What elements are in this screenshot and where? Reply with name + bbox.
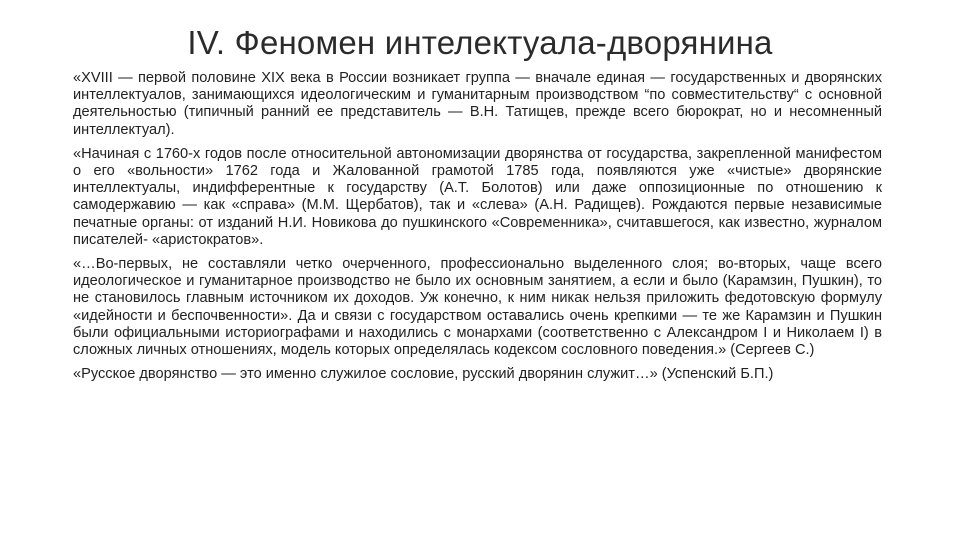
paragraph-1: «XVIII — первой половине XIX века в России возникает группа — вначале единая — государственных и дворянских интеллектуалов, занимающихся идеологическим и гуманитарным производством “по совместительству“ с основной деятельностью (типичный ранний ее представитель — В.Н. Татищев, прежде всего бюрократ, но и несомненный интеллектуал).: [73, 70, 882, 138]
paragraph-3: «…Во-первых, не составляли четко очерченного, профессионально выделенного слоя; во-вторых, чаще всего идеологическое и гуманитарное производство не было их основным занятием, а если и было (Карамзин, Пушкин), то не становилось главным источником их доходов. Уж конечно, к ним никак нельзя приложить федотовскую формулу «идейности и беспочвенности». Да и связи с государством оставались очень крепкими — те же Карамзин и Пушкин были официальными историографами и находились с монархами (соответственно с Александром I и Николаем I) в сложных личных отношениях, модель которых определялась кодексом сословного поведения.» (Сергеев С.): [73, 256, 882, 359]
slide-body: [73, 70, 882, 390]
slide-title: IV. Феномен интелектуала-дворянина: [187, 24, 773, 61]
paragraph-2: «Начиная с 1760-х годов после относительной автономизации дворянства от государства, закрепленной манифестом о его «вольности» 1762 года и Жалованной грамотой 1785 года, появляются уже «чистые» дворянские интеллектуалы, индифферентные к государству (А.Т. Болотов) или даже оппозиционные по отношению к самодержавию — как «справа» (М.М. Щербатов), так и «слева» (А.Н. Радищев). Рождаются первые независимые печатные органы: от изданий Н.И. Новикова до пушкинского «Современника», считавшегося, как известно, журналом писателей- «аристократов».: [73, 145, 882, 248]
paragraph-4: «Русское дворянство — это именно служилое сословие, русский дворянин служит…» (Успенский Б.П.): [73, 366, 774, 383]
